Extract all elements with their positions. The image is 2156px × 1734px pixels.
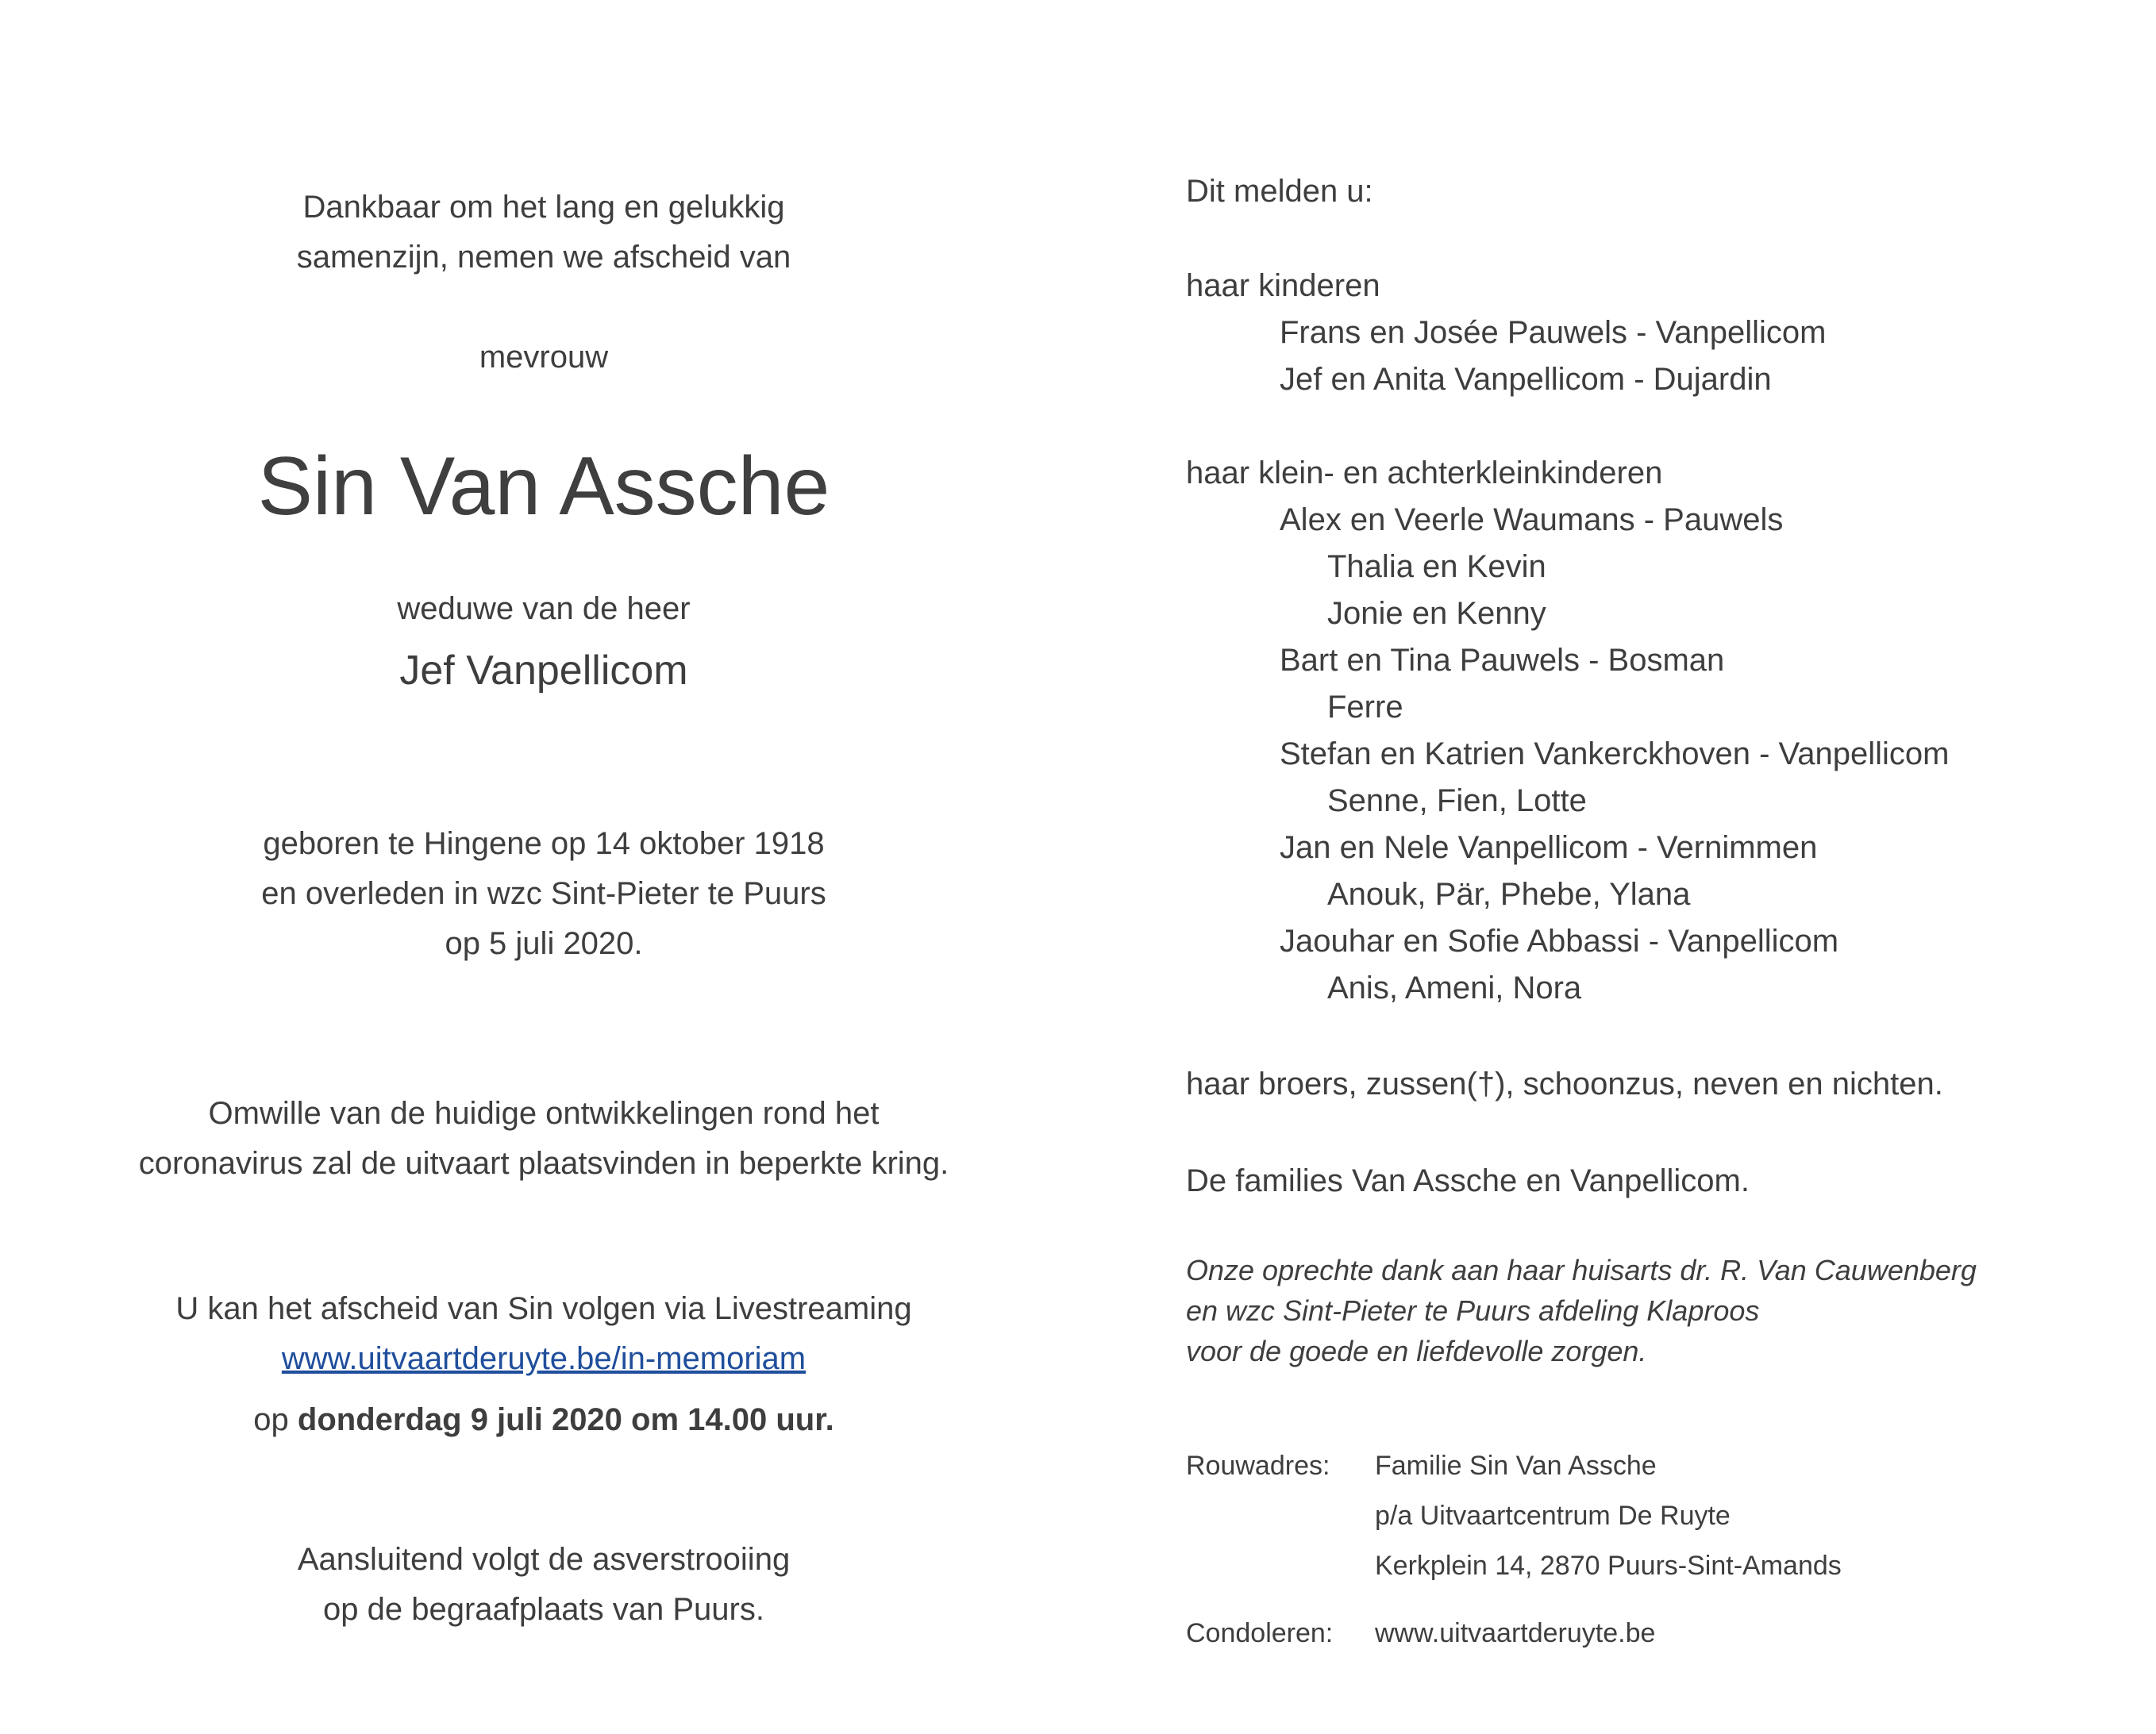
great-grandchildren: Ferre bbox=[1327, 690, 1403, 725]
intro-line-1: Dankbaar om het lang en gelukkig bbox=[302, 190, 785, 225]
grandchildren-label: haar klein- en achterkleinkinderen bbox=[1186, 456, 1663, 490]
siblings-line: haar broers, zussen(†), schoonzus, neven en nichten. bbox=[1186, 1067, 1943, 1102]
condolence-url[interactable]: www.uitvaartderuyte.be bbox=[1375, 1618, 1656, 1648]
thanks-line-2: en wzc Sint-Pieter te Puurs afdeling Klaproos bbox=[1186, 1294, 1760, 1327]
child-item: Frans en Josée Pauwels - Vanpellicom bbox=[1280, 315, 1827, 350]
grandchild-family: Jaouhar en Sofie Abbassi - Vanpellicom bbox=[1280, 924, 1839, 959]
children-label: haar kinderen bbox=[1186, 268, 1380, 303]
announce-heading: Dit melden u: bbox=[1186, 174, 1373, 209]
livestream-link[interactable]: www.uitvaartderuyte.be/in-memoriam bbox=[281, 1341, 807, 1376]
address-label: Rouwadres: bbox=[1186, 1451, 1330, 1481]
great-grandchildren: Thalia en Kevin bbox=[1327, 549, 1546, 584]
child-item: Jef en Anita Vanpellicom - Dujardin bbox=[1280, 362, 1772, 397]
address-line-1: Familie Sin Van Assche bbox=[1375, 1451, 1657, 1481]
grandchild-family: Stefan en Katrien Vankerckhoven - Vanpellicom bbox=[1280, 736, 1950, 771]
stream-date: donderdag 9 juli 2020 om 14.00 uur. bbox=[297, 1402, 834, 1437]
deceased-name: Sin Van Assche bbox=[257, 440, 830, 533]
address-line-2: p/a Uitvaartcentrum De Ruyte bbox=[1375, 1501, 1731, 1531]
widow-of: weduwe van de heer bbox=[397, 591, 691, 626]
great-grandchildren: Jonie en Kenny bbox=[1327, 596, 1546, 631]
scatter-line-1: Aansluitend volgt de asverstrooiing bbox=[297, 1542, 791, 1577]
condolence-label: Condoleren: bbox=[1186, 1618, 1334, 1648]
stream-link-row bbox=[64, 1334, 1024, 1383]
thanks-line-1: Onze oprechte dank aan haar huisarts dr. R. Van Cauwenberg bbox=[1186, 1254, 1977, 1286]
grandchild-family: Bart en Tina Pauwels - Bosman bbox=[1280, 643, 1725, 678]
intro-line-2: samenzijn, nemen we afscheid van bbox=[296, 240, 791, 275]
born-line: geboren te Hingene op 14 oktober 1918 bbox=[263, 826, 825, 861]
died-line: en overleden in wzc Sint-Pieter te Puurs bbox=[261, 876, 826, 911]
grandchild-family: Alex en Veerle Waumans - Pauwels bbox=[1280, 502, 1784, 537]
corona-line-2: coronavirus zal de uitvaart plaatsvinden in beperkte kring. bbox=[138, 1146, 949, 1181]
husband-name: Jef Vanpellicom bbox=[399, 648, 688, 694]
address-line-3: Kerkplein 14, 2870 Puurs-Sint-Amands bbox=[1375, 1551, 1842, 1581]
families-line: De families Van Assche en Vanpellicom. bbox=[1186, 1163, 1750, 1198]
grandchild-family: Jan en Nele Vanpellicom - Vernimmen bbox=[1280, 830, 1818, 865]
stream-date-prefix: op bbox=[253, 1402, 289, 1437]
died-date: op 5 juli 2020. bbox=[445, 926, 643, 961]
great-grandchildren: Anouk, Pär, Phebe, Ylana bbox=[1327, 877, 1691, 912]
scatter-line-2: op de begraafplaats van Puurs. bbox=[323, 1592, 764, 1627]
stream-line: U kan het afscheid van Sin volgen via Livestreaming bbox=[175, 1291, 912, 1326]
stream-date-row bbox=[64, 1395, 1024, 1444]
title-mevrouw: mevrouw bbox=[479, 340, 609, 375]
thanks-line-3: voor de goede en liefdevolle zorgen. bbox=[1186, 1335, 1647, 1367]
great-grandchildren: Anis, Ameni, Nora bbox=[1327, 971, 1582, 1005]
corona-line-1: Omwille van de huidige ontwikkelingen rond het bbox=[208, 1096, 880, 1131]
great-grandchildren: Senne, Fien, Lotte bbox=[1327, 783, 1587, 818]
